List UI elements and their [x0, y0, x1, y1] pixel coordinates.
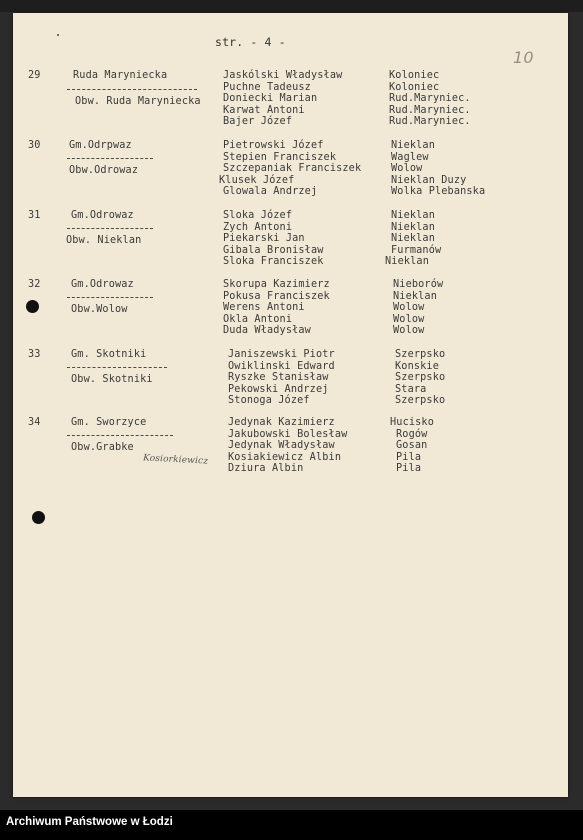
person-name: Zych Antoni	[223, 221, 293, 233]
person-name: Jakubowski Bolesław	[228, 428, 348, 440]
place-name: Rud.Maryniec.	[389, 93, 471, 105]
place-name: Nieklan	[385, 256, 429, 268]
places-column	[391, 140, 485, 198]
person-name: Pekowski Andrzej	[228, 383, 329, 395]
place-name: Wolow	[393, 313, 425, 325]
entry-number: 31	[28, 210, 41, 221]
viewer-top-bar	[0, 0, 583, 12]
punch-hole	[26, 300, 39, 313]
place-name: Szerpsko	[395, 372, 446, 384]
place-name: Koloniec	[389, 70, 440, 81]
place-name: Nieklan	[391, 221, 435, 233]
places-column	[390, 417, 434, 475]
person-name: Doniecki Marian	[223, 93, 318, 105]
person-name: Dziura Albin	[228, 463, 304, 475]
archive-footer	[0, 810, 583, 840]
place-name: Gosan	[396, 440, 428, 452]
obwod-name: Obw. Skotniki	[71, 374, 153, 385]
entry-number: 30	[28, 140, 41, 151]
places-column	[395, 349, 445, 407]
place-name: Rud.Maryniec.	[389, 104, 471, 116]
gmina-name: Gm.Odrowaz	[71, 210, 134, 221]
place-name: Szerpsko	[395, 349, 446, 360]
person-name: Stonoga Józef	[228, 395, 310, 407]
dashed-rule	[67, 367, 167, 368]
person-name: Glowala Andrzej	[223, 186, 318, 198]
place-name: Stara	[395, 383, 427, 395]
place-name: Rud.Maryniec.	[389, 116, 471, 128]
archive-label: Archiwum Państwowe w Łodzi	[6, 816, 173, 828]
gmina-name: Ruda Maryniecka	[73, 70, 168, 81]
place-name: Hucisko	[390, 417, 434, 428]
entry-number: 34	[28, 417, 41, 428]
entry-number: 33	[28, 349, 41, 360]
places-column	[393, 279, 443, 337]
person-name: Klusek Józef	[219, 174, 295, 186]
dashed-rule	[67, 89, 197, 90]
place-name: Pila	[396, 463, 422, 475]
place-name: Konskie	[395, 360, 439, 372]
person-name: Szczepaniak Franciszek	[223, 163, 362, 175]
person-name: Pokusa Franciszek	[223, 290, 330, 302]
person-name: Ryszke Stanisław	[228, 372, 329, 384]
dashed-rule	[67, 158, 153, 159]
place-name: Nieklan	[391, 210, 435, 221]
person-name: Pietrowski Józef	[223, 140, 324, 151]
person-name: Jedynak Kazimierz	[228, 417, 335, 428]
person-name: Piekarski Jan	[223, 233, 305, 245]
place-name: Furmanów	[391, 244, 442, 256]
obwod-name: Obw.Grabke	[71, 442, 134, 453]
person-name: Sloka Józef	[223, 210, 293, 221]
obwod-name: Obw. Ruda Maryniecka	[75, 96, 201, 107]
places-column	[389, 70, 471, 128]
place-name: Wolow	[393, 302, 425, 314]
entry-number: 32	[28, 279, 41, 290]
punch-hole	[32, 511, 45, 524]
place-name: Nieklan	[391, 233, 435, 245]
page-number: str. - 4 -	[215, 35, 286, 49]
gmina-name: Gm. Sworzyce	[71, 417, 147, 428]
person-name: Stepien Franciszek	[223, 151, 337, 163]
place-name: Wolka Plebanska	[391, 186, 486, 198]
person-name: Owiklinski Edward	[228, 360, 335, 372]
person-name: Werens Antoni	[223, 302, 305, 314]
person-name: Gibala Bronisław	[223, 244, 324, 256]
sheet-number: 10	[513, 48, 534, 67]
dashed-rule	[67, 435, 173, 436]
dashed-rule	[67, 228, 153, 229]
person-name: Duda Władysław	[223, 325, 311, 337]
person-name: Kosiakiewicz Albin	[228, 451, 342, 463]
dashed-rule	[67, 297, 153, 298]
person-name: Jedynak Władysław	[228, 440, 335, 452]
gmina-name: Gm.Odrowaz	[71, 279, 134, 290]
place-name: Nieklan Duzy	[391, 174, 467, 186]
place-name: Szerpsko	[395, 395, 446, 407]
place-name: Pila	[396, 451, 422, 463]
place-name: Nieborów	[393, 279, 444, 290]
handwritten-note: Kosiorkiewicz	[142, 453, 209, 467]
person-name: Janiszewski Piotr	[228, 349, 335, 360]
place-name: Wolow	[393, 325, 425, 337]
place-name: Wolow	[391, 163, 423, 175]
names-column	[228, 349, 335, 407]
place-name: Nieklan	[391, 140, 435, 151]
names-column	[223, 210, 324, 268]
person-name: Karwat Antoni	[223, 104, 305, 116]
ink-dot	[57, 34, 59, 36]
obwod-name: Obw.Wolow	[71, 304, 128, 315]
person-name: Jaskólski Władysław	[223, 70, 343, 81]
names-column	[219, 140, 362, 198]
person-name: Skorupa Kazimierz	[223, 279, 330, 290]
names-column	[223, 279, 330, 337]
place-name: Nieklan	[393, 290, 437, 302]
names-column	[228, 417, 347, 475]
person-name: Sloka Franciszek	[223, 256, 324, 268]
names-column	[223, 70, 342, 128]
obwod-name: Obw. Nieklan	[66, 235, 142, 246]
place-name: Rogów	[396, 428, 428, 440]
person-name: Okla Antoni	[223, 313, 293, 325]
gmina-name: Gm.Odrpwaz	[69, 140, 132, 151]
place-name: Koloniec	[389, 81, 440, 93]
entry-number: 29	[28, 70, 41, 81]
place-name: Waglew	[391, 151, 429, 163]
person-name: Puchne Tadeusz	[223, 81, 311, 93]
obwod-name: Obw.Odrowaz	[69, 165, 139, 176]
places-column	[385, 210, 442, 268]
person-name: Bajer Józef	[223, 116, 293, 128]
document-page	[13, 13, 568, 797]
gmina-name: Gm. Skotniki	[71, 349, 147, 360]
